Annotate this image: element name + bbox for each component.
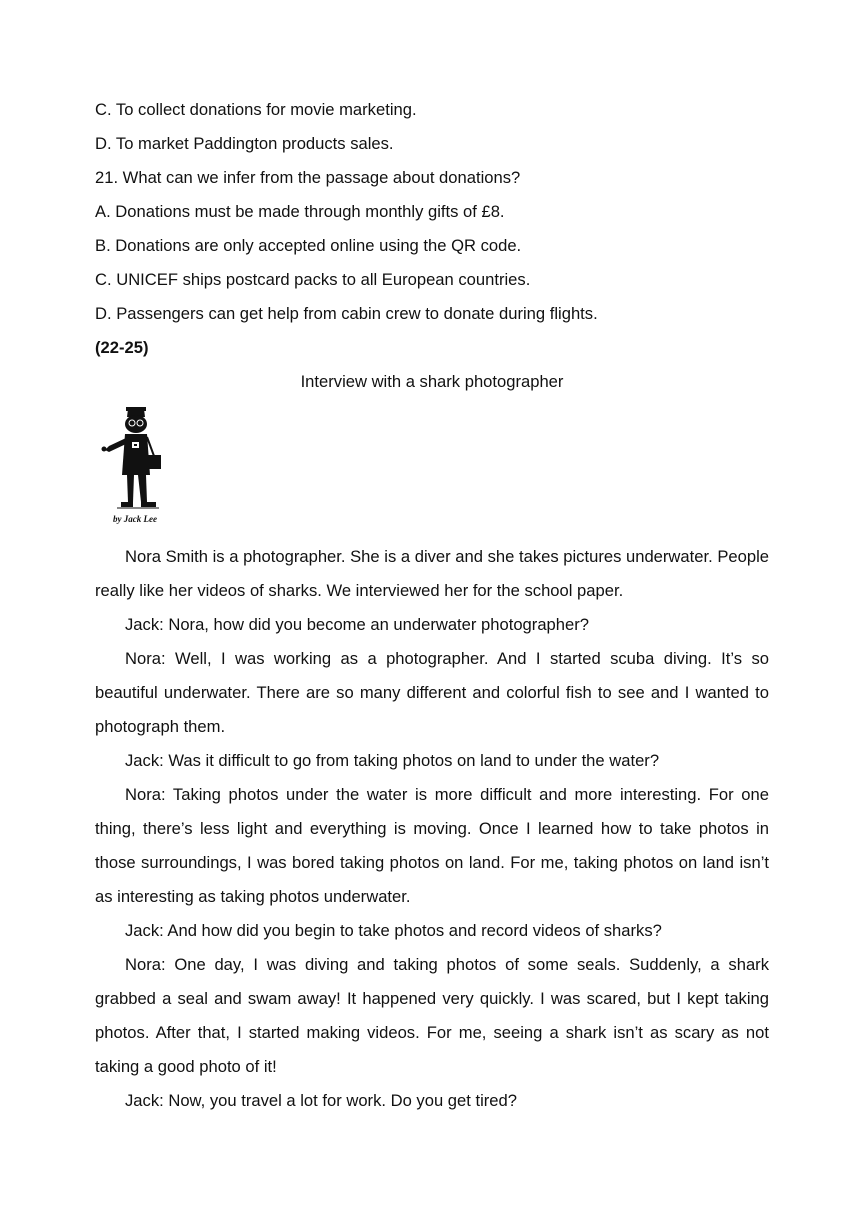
photographer-figure-icon [99, 407, 169, 525]
article-title: Interview with a shark photographer [300, 372, 564, 391]
dialogue-paragraph: Jack: Now, you travel a lot for work. Do you get tired? [125, 1091, 517, 1110]
author-illustration [95, 399, 769, 540]
intro-paragraph: Nora Smith is a photographer. She is a diver and she takes pictures underwater. People really like her videos of sharks. We interviewed her for the school paper. [95, 547, 769, 600]
question-21-option-a: A. Donations must be made through monthly gifts of £8. [95, 202, 505, 221]
dialogue-paragraph: Nora: Well, I was working as a photographer. And I started scuba diving. It’s so beautiful underwater. There are so many different and colorful fish to see and I wanted to photograph them. [95, 649, 769, 736]
question-21-option-c: C. UNICEF ships postcard packs to all European countries. [95, 270, 531, 289]
question-21-option-d: D. Passengers can get help from cabin crew to donate during flights. [95, 304, 598, 323]
document-page [95, 93, 769, 1118]
dialogue-paragraph: Jack: Nora, how did you become an underwater photographer? [125, 615, 589, 634]
svg-text:by Jack Lee: by Jack Lee [113, 514, 157, 524]
dialogue-paragraph: Nora: Taking photos under the water is more difficult and more interesting. For one thing, there’s less light and everything is moving. Once I learned how to take photos in those surroundings, I was bored taking photos on land. For me, taking photos on land isn’t as interesting as taking photos underwater. [95, 785, 769, 906]
section-label: (22-25) [95, 338, 149, 357]
dialogue-paragraph: Nora: One day, I was diving and taking photos of some seals. Suddenly, a shark grabbed a seal and swam away! It happened very quickly. I was scared, but I kept taking photos. After that, I started making videos. For me, seeing a shark isn’t as scary as not taking a good photo of it! [95, 955, 769, 1076]
dialogue-paragraph: Jack: Was it difficult to go from taking photos on land to under the water? [125, 751, 660, 770]
question-21-option-b: B. Donations are only accepted online using the QR code. [95, 236, 522, 255]
question-21-stem: 21. What can we infer from the passage about donations? [95, 168, 521, 187]
option-c-prev: C. To collect donations for movie marketing. [95, 100, 417, 119]
dialogue-paragraph: Jack: And how did you begin to take photos and record videos of sharks? [125, 921, 662, 940]
option-d-prev: D. To market Paddington products sales. [95, 134, 394, 153]
